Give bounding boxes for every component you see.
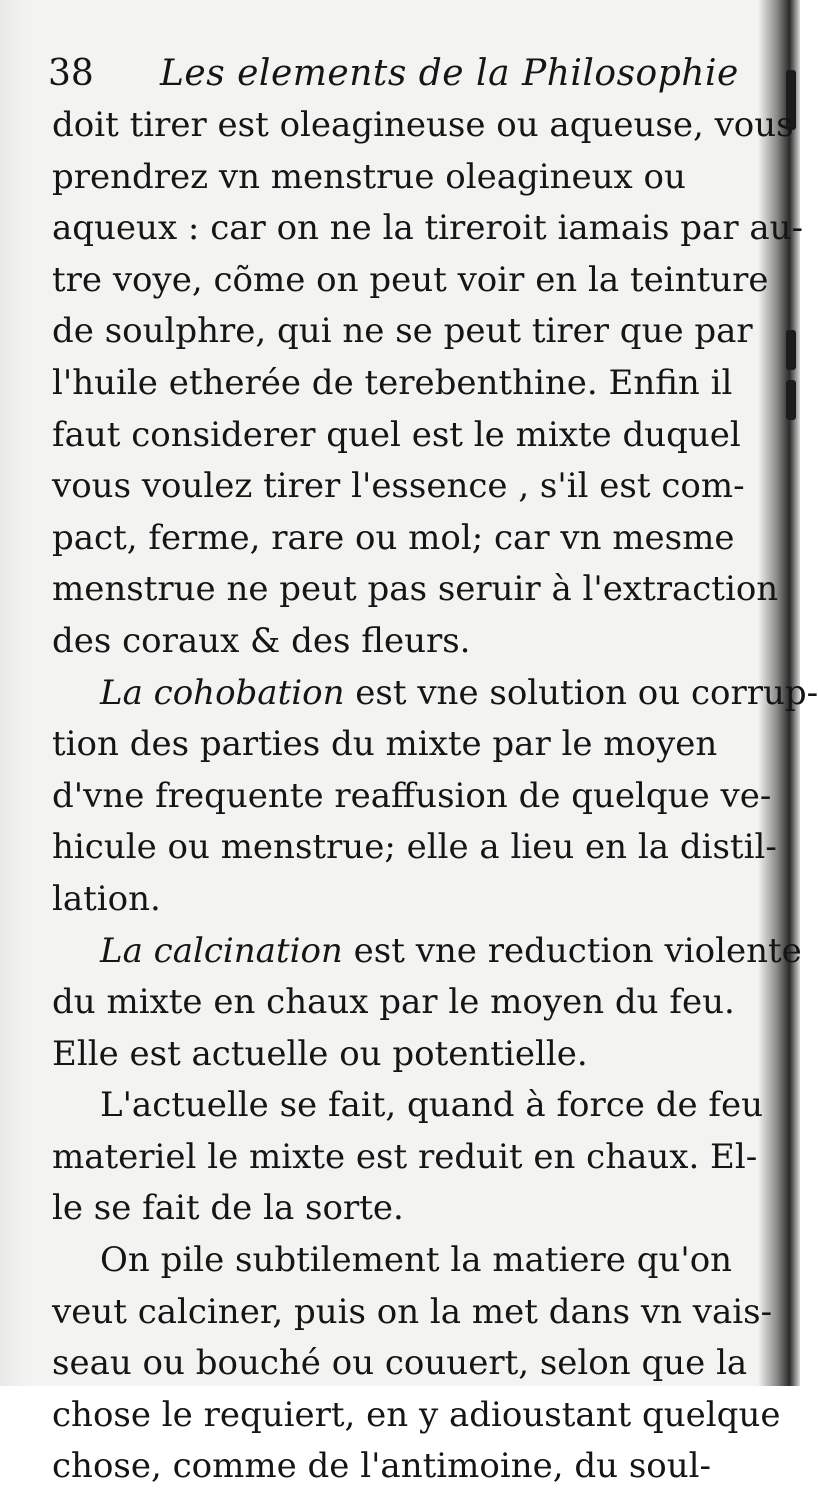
text-line [52,152,748,204]
text-line [52,1029,748,1081]
line-text: est vne reduction violente [342,930,802,971]
text-line [52,1287,773,1339]
defined-term: La cohobation [100,672,345,713]
defined-term: La calcination [100,930,343,971]
line-text: pact, ferme, rare ou mol; car vn mesme [52,517,735,558]
text-line [52,719,748,771]
text-line [52,1235,748,1287]
line-text: chose, comme de l'antimoine, du soul- [52,1446,711,1487]
line-text: tion des parties du mixte par le moyen [52,724,718,765]
text-line [52,1080,764,1132]
facing-page-fragment [786,380,796,420]
line-text: veut calciner, puis on la met dans vn vais- [52,1291,773,1332]
line-text: On pile subtilement la matiere qu'on [100,1240,733,1281]
line-text: prendrez vn menstrue oleagineux ou [52,156,686,197]
line-text: d'vne frequente reaffusion de quelque ve- [52,775,772,816]
text-line [52,255,769,307]
line-text: aqueux : car on ne la tireroit iamais par au- [52,208,804,249]
text-line [52,1132,758,1184]
text-line [52,100,794,152]
line-text: Elle est actuelle ou potentielle. [52,1033,588,1074]
line-text: des coraux & des fleurs. [52,620,471,661]
line-text: materiel le mixte est reduit en chaux. El- [52,1136,758,1177]
text-line [52,203,804,255]
line-text: doit tirer est oleagineuse ou aqueuse, vous [52,105,794,145]
text-line [52,461,748,513]
text-line [52,926,802,978]
line-text: tre voye, cõme on peut voir en la teinture [52,259,769,300]
page-edge-shadow [0,0,28,1386]
line-text: l'huile etherée de terebenthine. Enfin il [52,362,733,403]
line-text: vous voulez tirer l'essence , s'il est com- [52,466,745,507]
text-line [52,977,748,1029]
text-line [52,1338,748,1390]
page-number: 38 [48,53,94,94]
line-text: lation. [52,878,161,919]
line-text: faut considerer quel est le mixte duquel [52,414,741,455]
text-line [52,1183,748,1235]
text-line [52,616,748,668]
line-text: hicule ou menstrue; elle a lieu en la distil- [52,827,777,868]
text-line [52,358,748,410]
text-line [52,771,772,823]
text-line [52,564,779,616]
page-header [48,44,748,102]
line-text: du mixte en chaux par le moyen du feu. [52,982,735,1023]
text-line [52,1441,748,1493]
text-line [52,410,748,462]
line-text: le se fait de la sorte. [52,1188,404,1229]
text-line [52,822,777,874]
body-text [52,100,818,1493]
line-text: chose le requiert, en y adioustant quelque [52,1394,781,1435]
line-text: L'actuelle se fait, quand à force de feu [100,1085,764,1126]
text-line [52,1390,781,1442]
running-head: Les elements de la Philosophie [160,53,739,94]
line-text: de soulphre, qui ne se peut tirer que par [52,311,753,352]
text-line [52,306,753,358]
facing-page-fragment [786,330,796,370]
text-line [52,668,818,720]
text-line [52,874,748,926]
line-text: seau ou bouché ou couuert, selon que la [52,1343,748,1384]
line-text: est vne solution ou corrup- [344,672,818,713]
line-text: menstrue ne peut pas seruir à l'extraction [52,569,779,610]
text-line [52,513,748,565]
